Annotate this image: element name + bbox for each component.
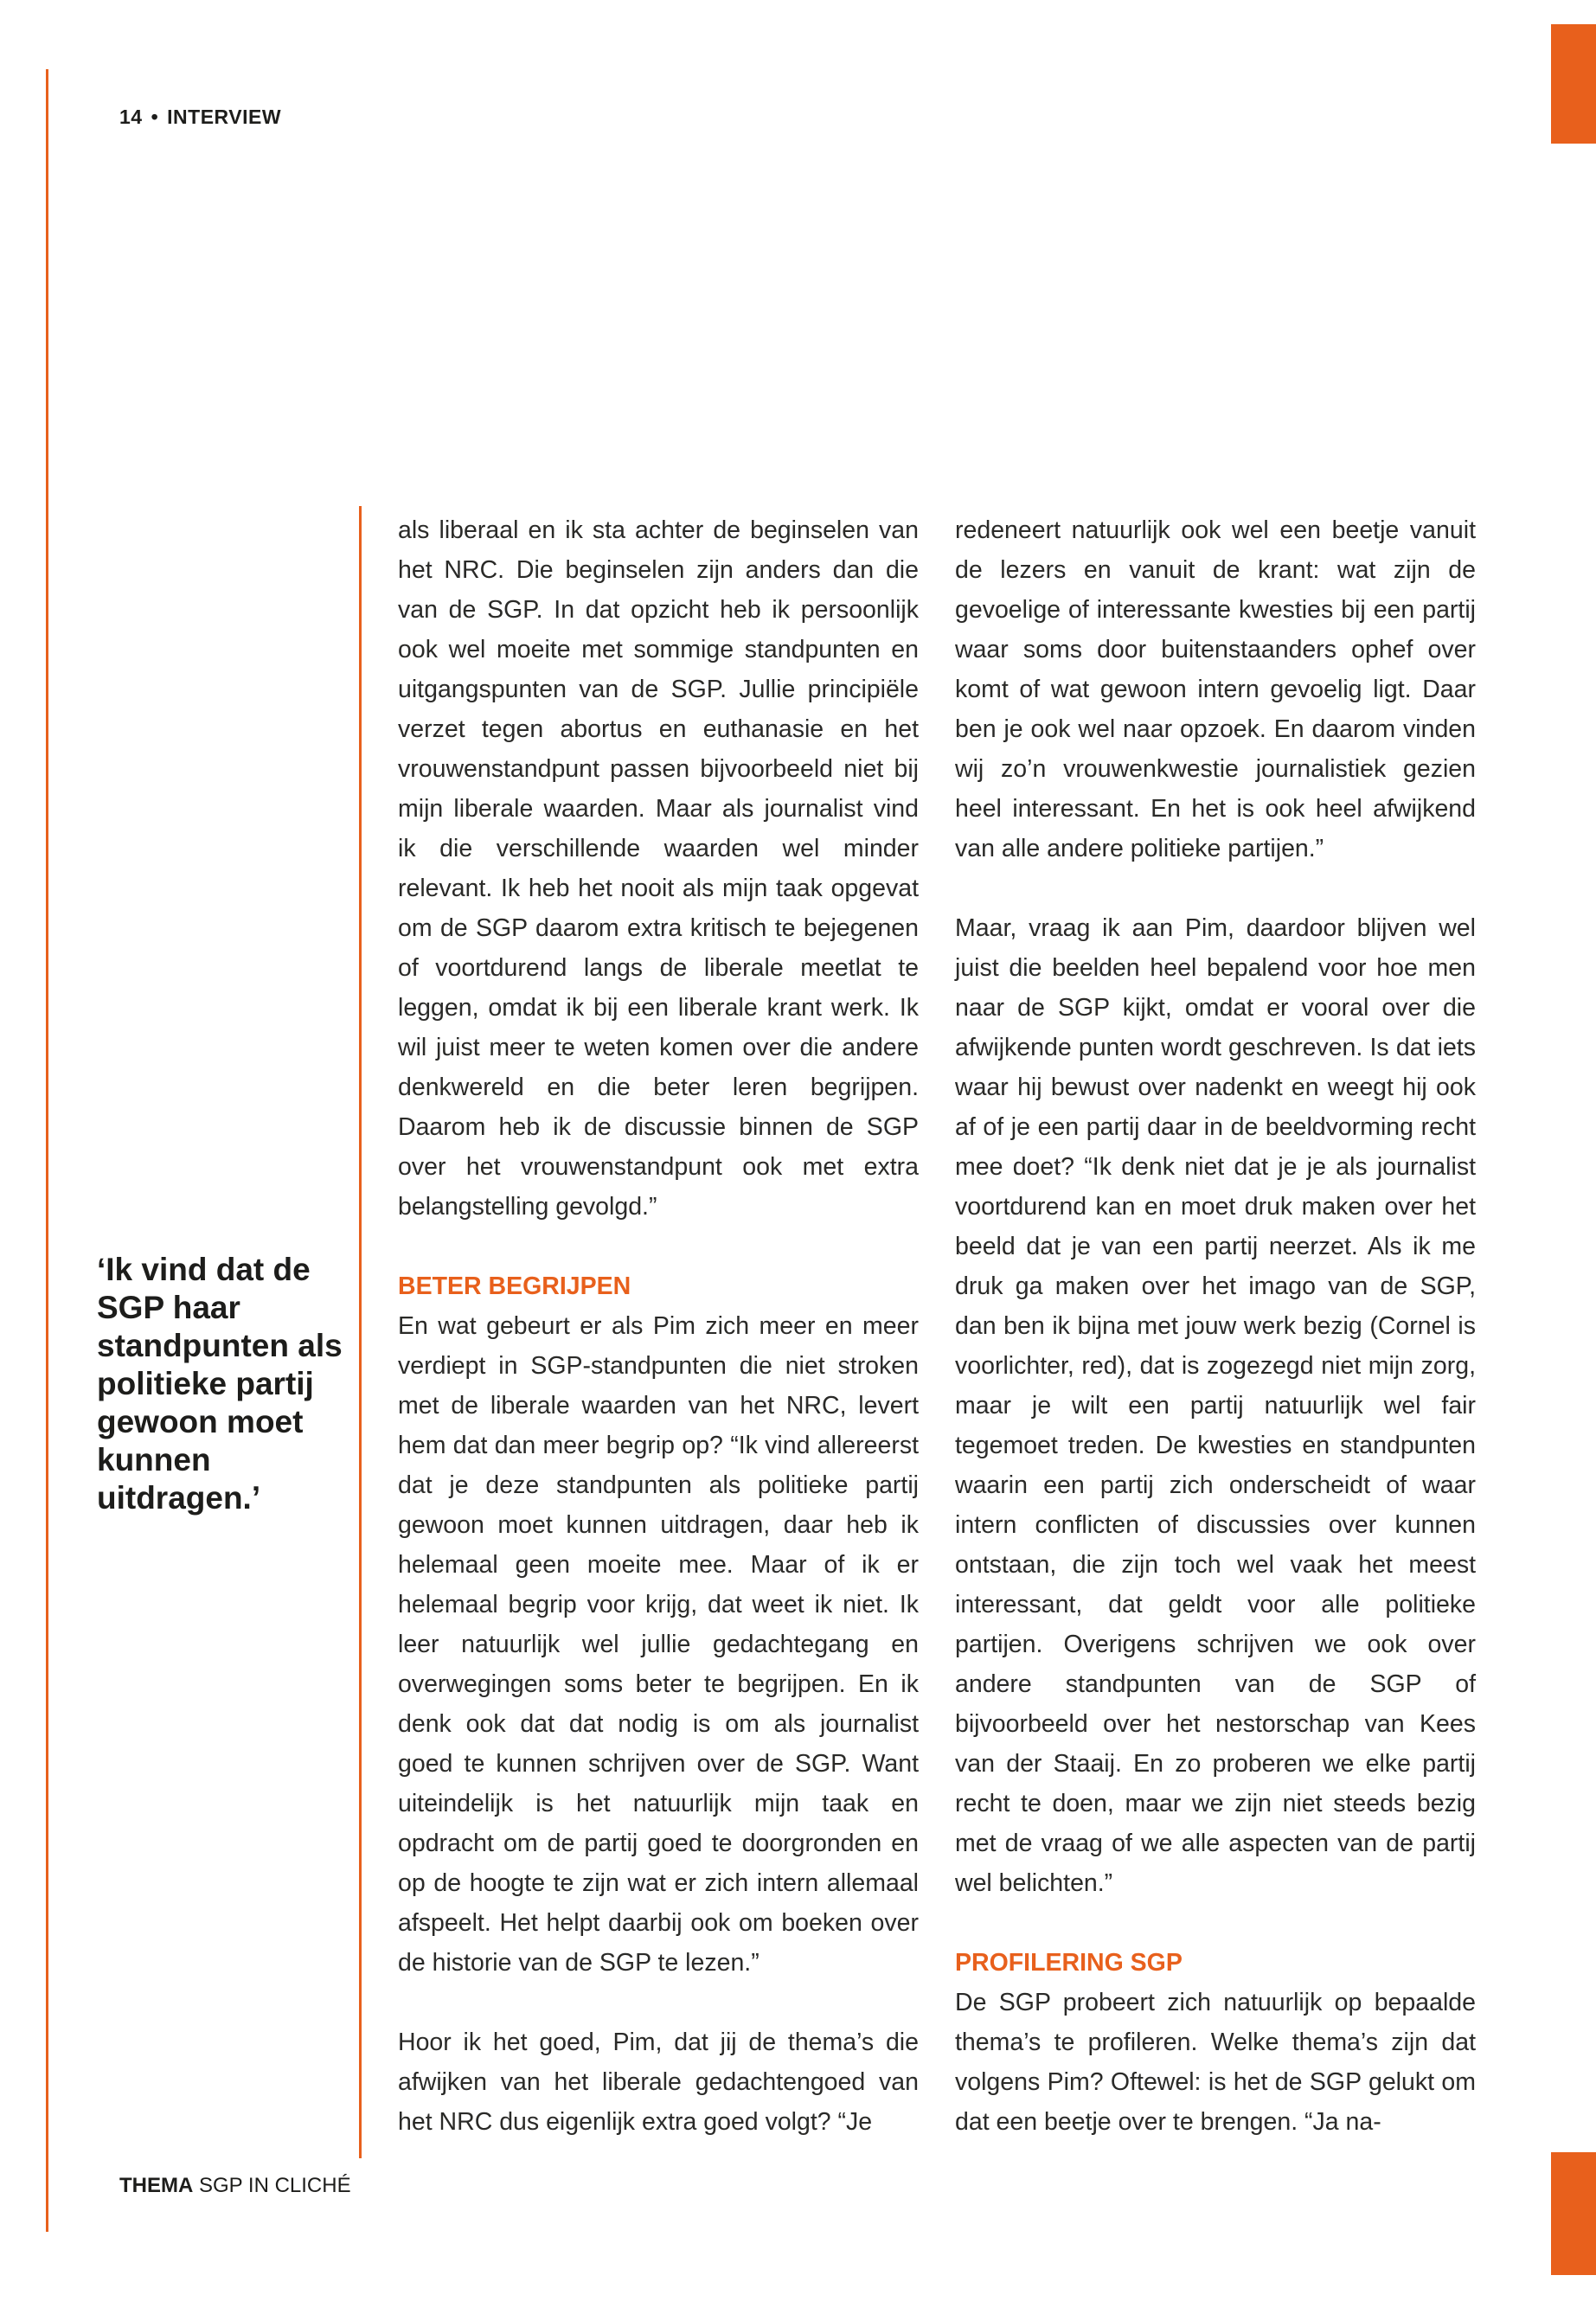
paragraph: redeneert natuurlijk ook wel een beetje vanuit de lezers en vanuit de krant: wat zijn de gevoelige of interessante kwesties bij een partij waar soms door buitenstaanders ophef over komt of wat gewoon intern gevoelig ligt. Daar ben je ook wel naar opzoek. En daarom vinden wij zo’n vrouwenkwestie journalistiek gezien heel interessant. En het is ook heel afwijkend van alle andere politieke partijen.” — [955, 516, 1476, 862]
article-column-right — [955, 510, 1476, 2142]
paragraph: Hoor ik het goed, Pim, dat jij de thema’s die afwijken van het liberale gedachtengoed van het NRC dus eigenlijk extra goed volgt? “Je — [398, 2029, 919, 2136]
edge-tab-top — [1551, 24, 1596, 144]
section-title: INTERVIEW — [167, 106, 282, 128]
subheading-profilering-sgp: PROFILERING SGP — [955, 1949, 1183, 1977]
paragraph: De SGP probeert zich natuurlijk op bepaalde thema’s te profileren. Welke thema’s zijn dat volgens Pim? Oftewel: is het de SGP gelukt om dat een beetje over te brengen. “Ja na- — [955, 1989, 1476, 2136]
page-number: 14 — [119, 106, 143, 128]
header-separator: • — [151, 106, 159, 128]
paragraph: En wat gebeurt er als Pim zich meer en meer verdiept in SGP-standpunten die niet stroken met de liberale waarden van het NRC, levert hem dat dan meer begrip op? “Ik vind allereerst dat je deze standpunten als politieke partij gewoon moet kunnen uitdragen, daar heb ik helemaal geen moeite mee. Maar of ik er helemaal begrip voor krijg, dat weet ik niet. Ik leer natuurlijk wel jullie gedachtegang en overwegingen soms beter te begrijpen. En ik denk ook dat dat nodig is om als journalist goed te kunnen schrijven over de SGP. Want uiteindelijk is het natuurlijk mijn taak en opdracht om de partij goed te doorgronden en op de hoogte te zijn wat er zich intern allemaal afspeelt. Het helpt daarbij ook om boeken over de historie van de SGP te lezen.” — [398, 1312, 919, 1977]
paragraph: Maar, vraag ik aan Pim, daardoor blijven wel juist die beelden heel bepalend voor hoe men naar de SGP kijkt, omdat er vooral over die afwijkende punten wordt geschreven. Is dat iets waar hij bewust over nadenkt en weegt hij ook af of je een partij daar in de beeldvorming recht mee doet? “Ik denk niet dat je je als journalist voortdurend kan en moet druk maken over het beeld dat je van een partij neerzet. Als ik me druk ga maken over het imago van de SGP, dan ben ik bijna met jouw werk bezig (Cornel is voorlichter, red), dat is zogezegd niet mijn zorg, maar je wilt een partij natuurlijk wel fair tegemoet treden. De kwesties en standpunten waarin een partij zich onderscheidt of waar intern conflicten of discussies over kunnen ontstaan, die zijn toch wel vaak het meest interessant, dat geldt voor alle politieke partijen. Overigens schrijven we ook over andere standpunten van de SGP of bijvoorbeeld over het nestorschap van Kees van der Staaij. En zo proberen we elke partij recht te doen, maar we zijn niet steeds bezig met de vraag of we alle aspecten van de partij wel belichten.” — [955, 914, 1476, 1897]
magazine-name: THEMA — [119, 2174, 194, 2197]
paragraph: als liberaal en ik sta achter de beginselen van het NRC. Die beginselen zijn anders dan die van de SGP. In dat opzicht heb ik persoonlijk ook wel moeite met sommige standpunten en uitgangspunten van de SGP. Jullie principiële verzet tegen abortus en euthanasie en het vrouwenstandpunt passen bijvoorbeeld niet bij mijn liberale waarden. Maar als journalist vind ik die verschillende waarden wel minder relevant. Ik heb het nooit als mijn taak opgevat om de SGP daarom extra kritisch te bejegenen of voortdurend langs de liberale meetlat te leggen, omdat ik bij een liberale krant werk. Ik wil juist meer te weten komen over die andere denkwereld en die beter leren begrijpen. Daarom heb ik de discussie binnen de SGP over het vrouwenstandpunt ook met extra belangstelling gevolgd.” — [398, 516, 919, 1221]
page-footer — [119, 2174, 351, 2198]
column-divider-rule — [359, 506, 362, 2158]
article-column-middle — [398, 510, 919, 2142]
left-margin-rule — [46, 69, 48, 2232]
pull-quote: ‘Ik vind dat de SGP haar standpunten als politieke partij gewoon moet kunnen uitdragen.’ — [97, 1252, 343, 1516]
edge-tab-bottom — [1551, 2152, 1596, 2275]
page-header — [119, 106, 281, 129]
issue-title: SGP IN CLICHÉ — [199, 2174, 351, 2197]
subheading-beter-begrijpen: BETER BEGRIJPEN — [398, 1272, 631, 1300]
